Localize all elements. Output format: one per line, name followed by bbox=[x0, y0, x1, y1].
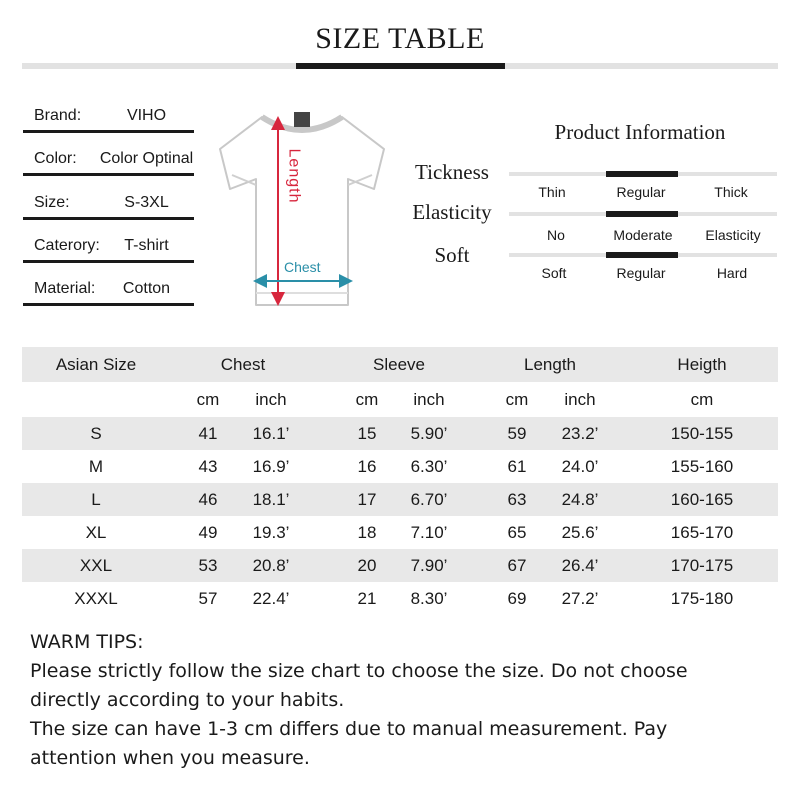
height-cell: 155-160 bbox=[670, 456, 734, 476]
softness-scale bbox=[509, 253, 777, 257]
spec-row-brand bbox=[23, 90, 194, 133]
unit-label: inch bbox=[413, 389, 445, 409]
size-table bbox=[22, 347, 778, 615]
sleeve-inch-cell: 8.30’ bbox=[410, 588, 448, 608]
sleeve-inch-cell: 7.10’ bbox=[410, 522, 448, 542]
chest-cm-cell: 53 bbox=[198, 555, 218, 575]
warm-tips-line: The size can have 1-3 cm differs due to manual measurement. Pay bbox=[30, 718, 668, 740]
spec-label: Material: bbox=[34, 280, 96, 297]
table-row bbox=[22, 450, 778, 483]
sleeve-cm-cell: 18 bbox=[357, 522, 377, 542]
spec-value: T-shirt bbox=[124, 237, 169, 254]
sleeve-inch-cell: 5.90’ bbox=[410, 423, 448, 443]
sleeve-inch-cell: 6.30’ bbox=[410, 456, 448, 476]
column-header-sleeve: Sleeve bbox=[373, 354, 425, 374]
height-cell: 170-175 bbox=[670, 555, 734, 575]
chest-label: Chest bbox=[284, 259, 321, 275]
chest-cm-cell: 49 bbox=[198, 522, 218, 542]
table-row bbox=[22, 549, 778, 582]
warm-tips-line: Please strictly follow the size chart to choose the size. Do not choose bbox=[30, 660, 688, 682]
column-header-length: Length bbox=[524, 354, 576, 374]
warm-tips-heading: WARM TIPS: bbox=[30, 631, 144, 653]
table-header-row bbox=[22, 347, 778, 382]
warm-tips-line: attention when you measure. bbox=[30, 747, 310, 769]
length-cm-cell: 59 bbox=[507, 423, 527, 443]
tshirt-diagram bbox=[214, 103, 390, 313]
height-cell: 165-170 bbox=[670, 522, 734, 542]
thickness-option: Thick bbox=[714, 184, 748, 200]
chest-cm-cell: 57 bbox=[198, 588, 218, 608]
size-cell: S bbox=[90, 423, 102, 443]
chest-inch-cell: 16.9’ bbox=[252, 456, 290, 476]
spec-row-category bbox=[23, 220, 194, 263]
spec-label: Caterory: bbox=[34, 237, 100, 254]
chest-cm-cell: 41 bbox=[198, 423, 218, 443]
spec-label: Size: bbox=[34, 194, 70, 211]
spec-value: S-3XL bbox=[124, 194, 169, 211]
table-row bbox=[22, 417, 778, 450]
length-cm-cell: 65 bbox=[507, 522, 527, 542]
length-inch-cell: 26.4’ bbox=[561, 555, 599, 575]
table-row bbox=[22, 516, 778, 549]
table-unit-row bbox=[22, 382, 778, 417]
softness-scale-marker bbox=[606, 252, 678, 258]
unit-label: cm bbox=[196, 389, 220, 409]
collar-tag bbox=[294, 112, 310, 127]
sleeve-inch-cell: 7.90’ bbox=[410, 555, 448, 575]
elasticity-option: No bbox=[547, 227, 565, 243]
size-cell: XL bbox=[85, 522, 107, 542]
size-cell: M bbox=[88, 456, 104, 476]
page-title: SIZE TABLE bbox=[315, 22, 485, 55]
elasticity-scale bbox=[509, 212, 777, 216]
attribute-name-soft: Soft bbox=[434, 243, 470, 267]
sleeve-cm-cell: 15 bbox=[357, 423, 377, 443]
unit-label: cm bbox=[355, 389, 379, 409]
length-cm-cell: 63 bbox=[507, 489, 527, 509]
length-inch-cell: 24.0’ bbox=[561, 456, 599, 476]
length-cm-cell: 61 bbox=[507, 456, 527, 476]
chest-cm-cell: 46 bbox=[198, 489, 218, 509]
length-inch-cell: 27.2’ bbox=[561, 588, 599, 608]
unit-label: inch bbox=[255, 389, 287, 409]
elasticity-option-selected: Moderate bbox=[613, 227, 673, 243]
column-header-asian-size: Asian Size bbox=[55, 354, 137, 374]
elasticity-option: Elasticity bbox=[705, 227, 761, 243]
spec-value: Cotton bbox=[122, 280, 171, 297]
spec-value: VIHO bbox=[126, 107, 167, 124]
softness-option-selected: Regular bbox=[616, 265, 666, 281]
attribute-name-thickness: Tickness bbox=[415, 160, 489, 184]
thickness-scale bbox=[509, 172, 777, 176]
table-row bbox=[22, 582, 778, 615]
thickness-scale-marker bbox=[606, 171, 678, 177]
spec-row-color bbox=[23, 133, 194, 176]
column-header-chest: Chest bbox=[220, 354, 266, 374]
size-cell: XXL bbox=[79, 555, 113, 575]
column-header-height: Heigth bbox=[677, 354, 727, 374]
unit-label: cm bbox=[690, 389, 714, 409]
spec-label: Brand: bbox=[34, 107, 82, 124]
height-cell: 150-155 bbox=[670, 423, 734, 443]
title-divider-accent bbox=[296, 63, 505, 69]
thickness-option: Thin bbox=[538, 184, 566, 200]
length-cm-cell: 69 bbox=[507, 588, 527, 608]
sleeve-cm-cell: 17 bbox=[357, 489, 377, 509]
chest-inch-cell: 22.4’ bbox=[252, 588, 290, 608]
length-inch-cell: 25.6’ bbox=[561, 522, 599, 542]
product-info-title: Product Information bbox=[554, 120, 726, 144]
warm-tips-line: directly according to your habits. bbox=[30, 689, 345, 711]
length-inch-cell: 24.8’ bbox=[561, 489, 599, 509]
sleeve-cm-cell: 20 bbox=[357, 555, 377, 575]
sleeve-inch-cell: 6.70’ bbox=[410, 489, 448, 509]
spec-row-size bbox=[23, 177, 194, 220]
size-cell: L bbox=[91, 489, 101, 509]
chest-inch-cell: 18.1’ bbox=[252, 489, 290, 509]
elasticity-scale-marker bbox=[606, 211, 678, 217]
chest-inch-cell: 16.1’ bbox=[252, 423, 290, 443]
height-cell: 160-165 bbox=[670, 489, 734, 509]
spec-label: Color: bbox=[34, 150, 77, 167]
length-inch-cell: 23.2’ bbox=[561, 423, 599, 443]
unit-label: inch bbox=[564, 389, 596, 409]
table-row bbox=[22, 483, 778, 516]
spec-row-material bbox=[23, 263, 194, 306]
attribute-name-elasticity: Elasticity bbox=[412, 200, 492, 224]
chest-inch-cell: 19.3’ bbox=[252, 522, 290, 542]
size-cell: XXXL bbox=[74, 588, 118, 608]
length-label: Length bbox=[285, 148, 303, 204]
thickness-option-selected: Regular bbox=[616, 184, 666, 200]
warm-tips bbox=[30, 628, 778, 773]
chest-cm-cell: 43 bbox=[198, 456, 218, 476]
softness-option: Soft bbox=[541, 265, 567, 281]
softness-option: Hard bbox=[716, 265, 748, 281]
height-cell: 175-180 bbox=[670, 588, 734, 608]
sleeve-cm-cell: 21 bbox=[357, 588, 377, 608]
spec-value: Color Optinal bbox=[99, 150, 194, 167]
length-cm-cell: 67 bbox=[507, 555, 527, 575]
chest-inch-cell: 20.8’ bbox=[252, 555, 290, 575]
sleeve-cm-cell: 16 bbox=[357, 456, 377, 476]
unit-label: cm bbox=[505, 389, 529, 409]
